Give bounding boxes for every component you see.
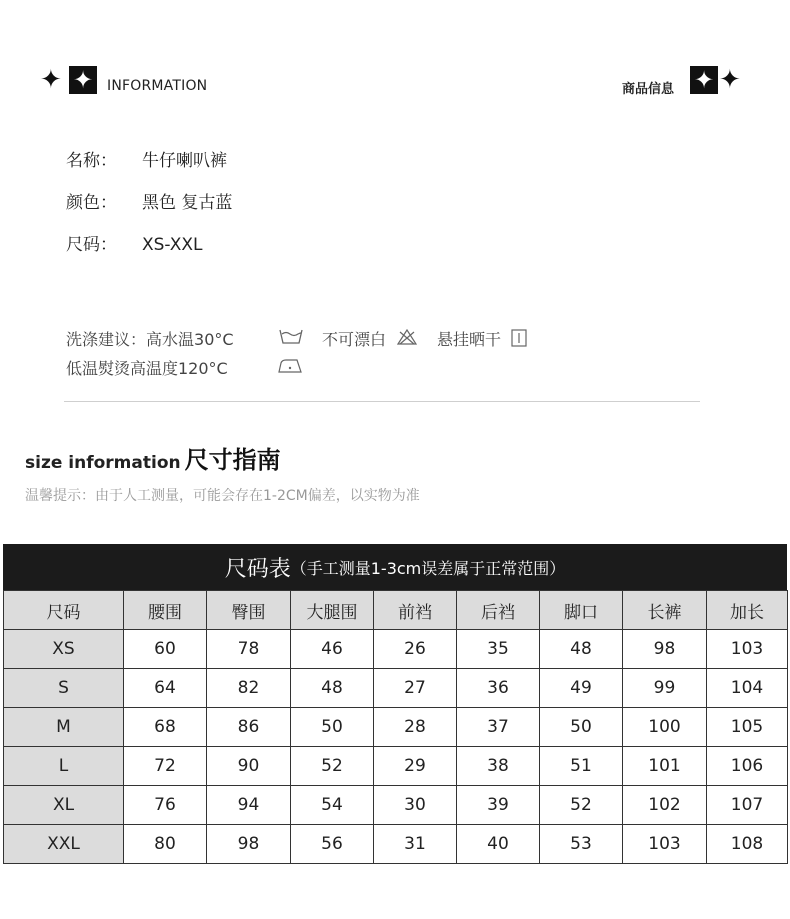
product-color-label: 颜色： [66, 193, 117, 213]
measurement-cell: 48 [291, 669, 374, 708]
measurement-cell: 98 [623, 630, 707, 669]
measurement-cell: 104 [707, 669, 788, 708]
measurement-cell: 105 [707, 708, 788, 747]
iron-instruction: 低温熨烫高温度120°C [66, 359, 228, 378]
measurement-cell: 106 [707, 747, 788, 786]
measurement-cell: 50 [291, 708, 374, 747]
measurement-cell: 82 [207, 669, 291, 708]
table-row [4, 708, 788, 747]
measurement-cell: 102 [623, 786, 707, 825]
column-header: 脚口 [540, 591, 623, 630]
information-label: INFORMATION [107, 78, 208, 94]
column-header: 大腿围 [291, 591, 374, 630]
measurement-cell: 103 [623, 825, 707, 864]
boxed-star-icon: ✦ [69, 66, 97, 94]
section-divider [64, 401, 700, 402]
measurement-cell: 49 [540, 669, 623, 708]
column-header: 后裆 [457, 591, 540, 630]
table-row [4, 747, 788, 786]
iron-icon [277, 357, 305, 375]
measurement-cell: 30 [374, 786, 457, 825]
product-name-row [66, 146, 227, 171]
measurement-cell: 28 [374, 708, 457, 747]
care-line-1 [66, 327, 234, 350]
measurement-cell: 72 [124, 747, 207, 786]
measurement-cell: 108 [707, 825, 788, 864]
measurement-cell: 48 [540, 630, 623, 669]
measurement-cell: 98 [207, 825, 291, 864]
size-table [3, 590, 788, 864]
measurement-cell: 53 [540, 825, 623, 864]
size-title-cn: 尺寸指南 [184, 446, 281, 474]
product-color-row [66, 188, 232, 213]
column-header: 长裤 [623, 591, 707, 630]
measurement-cell: 46 [291, 630, 374, 669]
measurement-cell: 56 [291, 825, 374, 864]
size-chart [3, 544, 787, 864]
measurement-cell: 26 [374, 630, 457, 669]
wash-temp: 高水温30°C [146, 330, 234, 349]
product-name-value: 牛仔喇叭裤 [142, 151, 227, 171]
measurement-cell: 86 [207, 708, 291, 747]
measurement-cell: 60 [124, 630, 207, 669]
measurement-cell: 76 [124, 786, 207, 825]
column-header: 腰围 [124, 591, 207, 630]
size-label-cell: XXL [4, 825, 124, 864]
product-size-label: 尺码： [66, 235, 117, 255]
size-table-header-row [4, 591, 788, 630]
measurement-cell: 100 [623, 708, 707, 747]
product-name-label: 名称： [66, 151, 117, 171]
column-header: 臀围 [207, 591, 291, 630]
column-header: 加长 [707, 591, 788, 630]
measurement-cell: 31 [374, 825, 457, 864]
size-chart-header [3, 544, 787, 590]
measurement-cell: 38 [457, 747, 540, 786]
hang-dry-text: 悬挂晒干 [437, 330, 502, 349]
measurement-cell: 99 [623, 669, 707, 708]
column-header: 尺码 [4, 591, 124, 630]
measurement-cell: 40 [457, 825, 540, 864]
size-title-en: size information [25, 453, 181, 473]
measurement-cell: 90 [207, 747, 291, 786]
measurement-cell: 35 [457, 630, 540, 669]
measurement-cell: 68 [124, 708, 207, 747]
measurement-cell: 52 [291, 747, 374, 786]
measurement-cell: 29 [374, 747, 457, 786]
measurement-cell: 27 [374, 669, 457, 708]
size-label-cell: XL [4, 786, 124, 825]
table-row [4, 825, 788, 864]
measurement-cell: 64 [124, 669, 207, 708]
size-label-cell: XS [4, 630, 124, 669]
measurement-cell: 107 [707, 786, 788, 825]
table-row [4, 786, 788, 825]
measurement-cell: 101 [623, 747, 707, 786]
product-size-value: XS-XXL [142, 235, 203, 255]
hang-dry-icon [511, 329, 527, 347]
size-section-title [25, 440, 281, 475]
table-row [4, 669, 788, 708]
size-label-cell: S [4, 669, 124, 708]
measurement-cell: 80 [124, 825, 207, 864]
product-color-value: 黑色 复古蓝 [142, 193, 233, 213]
measurement-cell: 54 [291, 786, 374, 825]
product-size-row [66, 230, 203, 255]
measurement-cell: 50 [540, 708, 623, 747]
size-chart-title: 尺码表 [224, 556, 291, 582]
table-row [4, 630, 788, 669]
wash-advice-label: 洗涤建议： [66, 330, 147, 349]
size-label-cell: M [4, 708, 124, 747]
no-bleach-icon [396, 328, 418, 346]
measurement-cell: 37 [457, 708, 540, 747]
measurement-tip: 温馨提示：由于人工测量，可能会存在1-2CM偏差，以实物为准 [25, 488, 420, 504]
size-chart-subtitle: （手工测量1-3cm误差属于正常范围） [290, 558, 566, 578]
measurement-cell: 36 [457, 669, 540, 708]
measurement-cell: 103 [707, 630, 788, 669]
measurement-cell: 52 [540, 786, 623, 825]
four-point-star-icon: ✦ [719, 65, 741, 95]
measurement-cell: 39 [457, 786, 540, 825]
measurement-cell: 78 [207, 630, 291, 669]
size-label-cell: L [4, 747, 124, 786]
column-header: 前裆 [374, 591, 457, 630]
boxed-star-icon: ✦ [690, 66, 718, 94]
product-info-label: 商品信息 [622, 82, 675, 97]
four-point-star-icon: ✦ [40, 65, 62, 95]
measurement-cell: 94 [207, 786, 291, 825]
washtub-icon [278, 326, 304, 346]
measurement-cell: 51 [540, 747, 623, 786]
no-bleach-text: 不可漂白 [322, 330, 387, 349]
